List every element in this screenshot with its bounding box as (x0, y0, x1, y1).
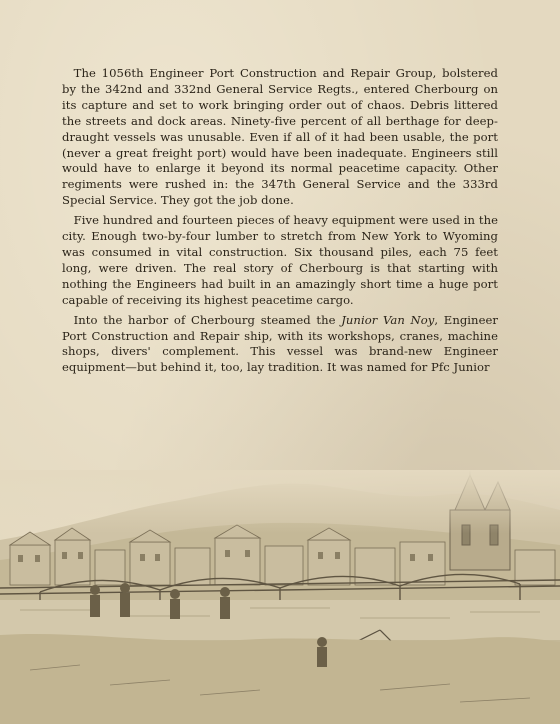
ship-name: Junior Van Noy (341, 312, 435, 327)
paragraph-3 (62, 313, 498, 377)
paragraph-1-text: The 1056th Engineer Port Construction and Repair Group, bolstered by the 342nd and 332nd General Service Regts., entered Cherbourg on its capture and set to work bringing order out of chaos. Debris littered the streets and dock areas. Ninety-five percent of all berthage for deep-draught vessels was unusable. Even if all of it had been usable, the port (never a great freight port) would have been inadequate. Engineers still would have to enlarge it beyond its normal peacetime capacity. Other regiments were rushed in: the 347th General Service and the 333rd Special Service. They got the job done. (62, 66, 498, 208)
paragraph-3-start: Into the harbor of Cherbourg steamed the (73, 312, 342, 327)
harbor-illustration (0, 470, 560, 724)
paragraph-1 (62, 66, 498, 209)
paragraph-2 (62, 213, 498, 308)
paragraph-2-text: Five hundred and fourteen pieces of heavy equipment were used in the city. Enough two-by-four lumber to stretch from New York to Wyoming was consumed in vital construction. Six thousand piles, each 75 feet long, were driven. The real story of Cherbourg is that starting with nothing the Engineers had built in an amazingly short time a huge port capable of receiving its highest peacetime cargo. (62, 213, 498, 307)
article-text (62, 66, 498, 380)
paragraph-3-end: , Engineer Port Construction and Repair ship, with its workshops, cranes, machine shops, divers' complement. This vessel was brand-new Engineer equipment—but behind it, too, lay tradition. It was named for Pfc Junior (62, 312, 498, 375)
